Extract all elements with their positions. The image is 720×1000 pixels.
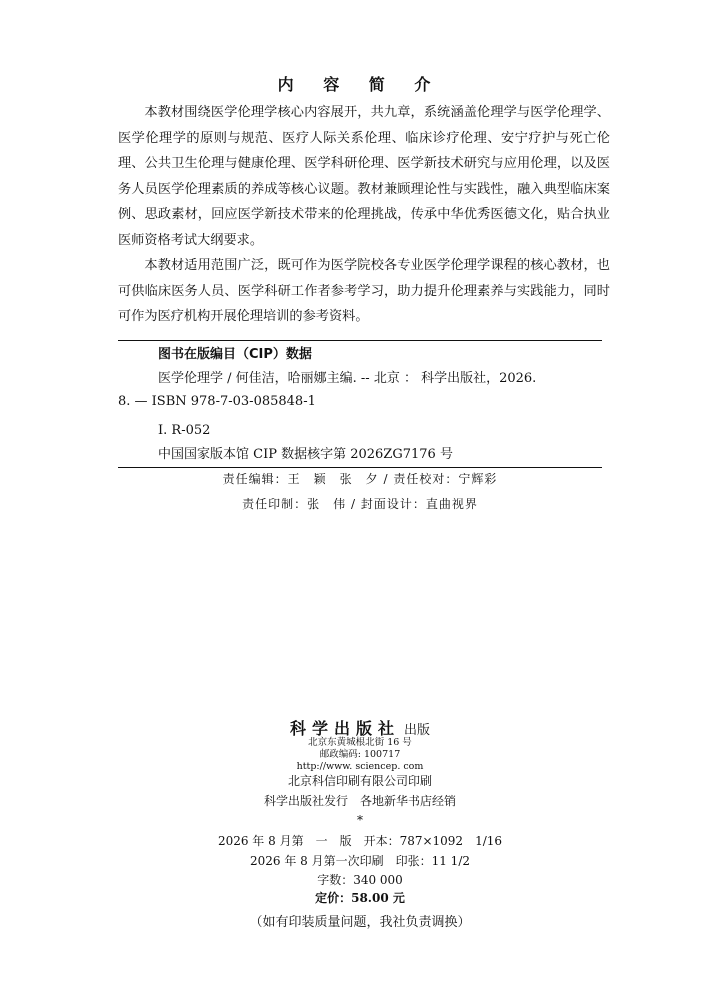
printer-line: 北京科信印刷有限公司印刷 <box>287 774 432 788</box>
publisher-url: http://www. sciencep. com <box>296 761 424 772</box>
edition-line: 2026 年 8 月第 一 版 开本：787×1092 1/16 <box>217 834 503 848</box>
publisher-name: 科学出版社 <box>289 719 400 738</box>
cip-catalog-line: 医学伦理学 / 何佳洁，哈丽娜主编. -- 北京 ： 科学出版社，2026. <box>158 371 537 386</box>
page-title: 内 容 简 介 <box>277 75 443 94</box>
distribution-line: 科学出版社发行 各地新华书店经销 <box>263 794 456 808</box>
cip-block <box>118 340 602 468</box>
cip-classification: Ⅰ. R-052 <box>158 423 211 438</box>
intro-paragraph-2: 本教材适用范围广泛，既可作为医学院校各专业医学伦理学课程的核心教材，也可供临床医务人员、医学科研工作者参考学习，助力提升伦理素养与实践能力，同时可作为医疗机构开展伦理培训的参考资料。 <box>118 258 610 324</box>
cip-bottom-rule <box>118 467 602 468</box>
introduction <box>118 100 610 330</box>
printing-line: 2026 年 8 月第一次印刷 印张：11 1/2 <box>249 854 470 868</box>
cip-record-number: 中国国家版本馆 CIP 数据核字第 2026ZG7176 号 <box>158 447 453 462</box>
price: 定价：58.00 元 <box>315 891 405 905</box>
intro-paragraph-1: 本教材围绕医学伦理学核心内容展开，共九章，系统涵盖伦理学与医学伦理学、医学伦理学的原则与规范、医疗人际关系伦理、临床诊疗伦理、安宁疗护与死亡伦理、公共卫生伦理与健康伦理、医学科研伦理、医学新技术研究与应用伦理，以及医务人员医学伦理素质的养成等核心议题。教材兼顾理论性与实践性，融入典型临床案例、思政素材，回应医学新技术带来的伦理挑战，传承中华优秀医德文化，贴合执业医师资格考试大纲要求。 <box>118 105 610 248</box>
separator-asterisk: * <box>357 813 363 827</box>
editors-line: 责任编辑：王 颖 张 夕 / 责任校对：宁辉彩 <box>222 472 498 486</box>
publisher-address: 北京东黄城根北街 16 号 <box>308 737 412 748</box>
cip-top-rule <box>118 340 602 341</box>
quality-notice: （如有印装质量问题，我社负责调换） <box>249 915 471 930</box>
production-line: 责任印制：张 伟 / 封面设计：直曲视界 <box>242 497 478 511</box>
publisher-postcode: 邮政编码: 100717 <box>319 749 401 760</box>
publisher-heading <box>0 716 720 739</box>
cip-isbn-line: 8. — ISBN 978-7-03-085848-1 <box>118 394 316 409</box>
publisher-suffix: 出版 <box>404 723 431 738</box>
cip-heading: 图书在版编目（CIP）数据 <box>158 347 312 362</box>
word-count: 字数：340 000 <box>317 873 403 887</box>
